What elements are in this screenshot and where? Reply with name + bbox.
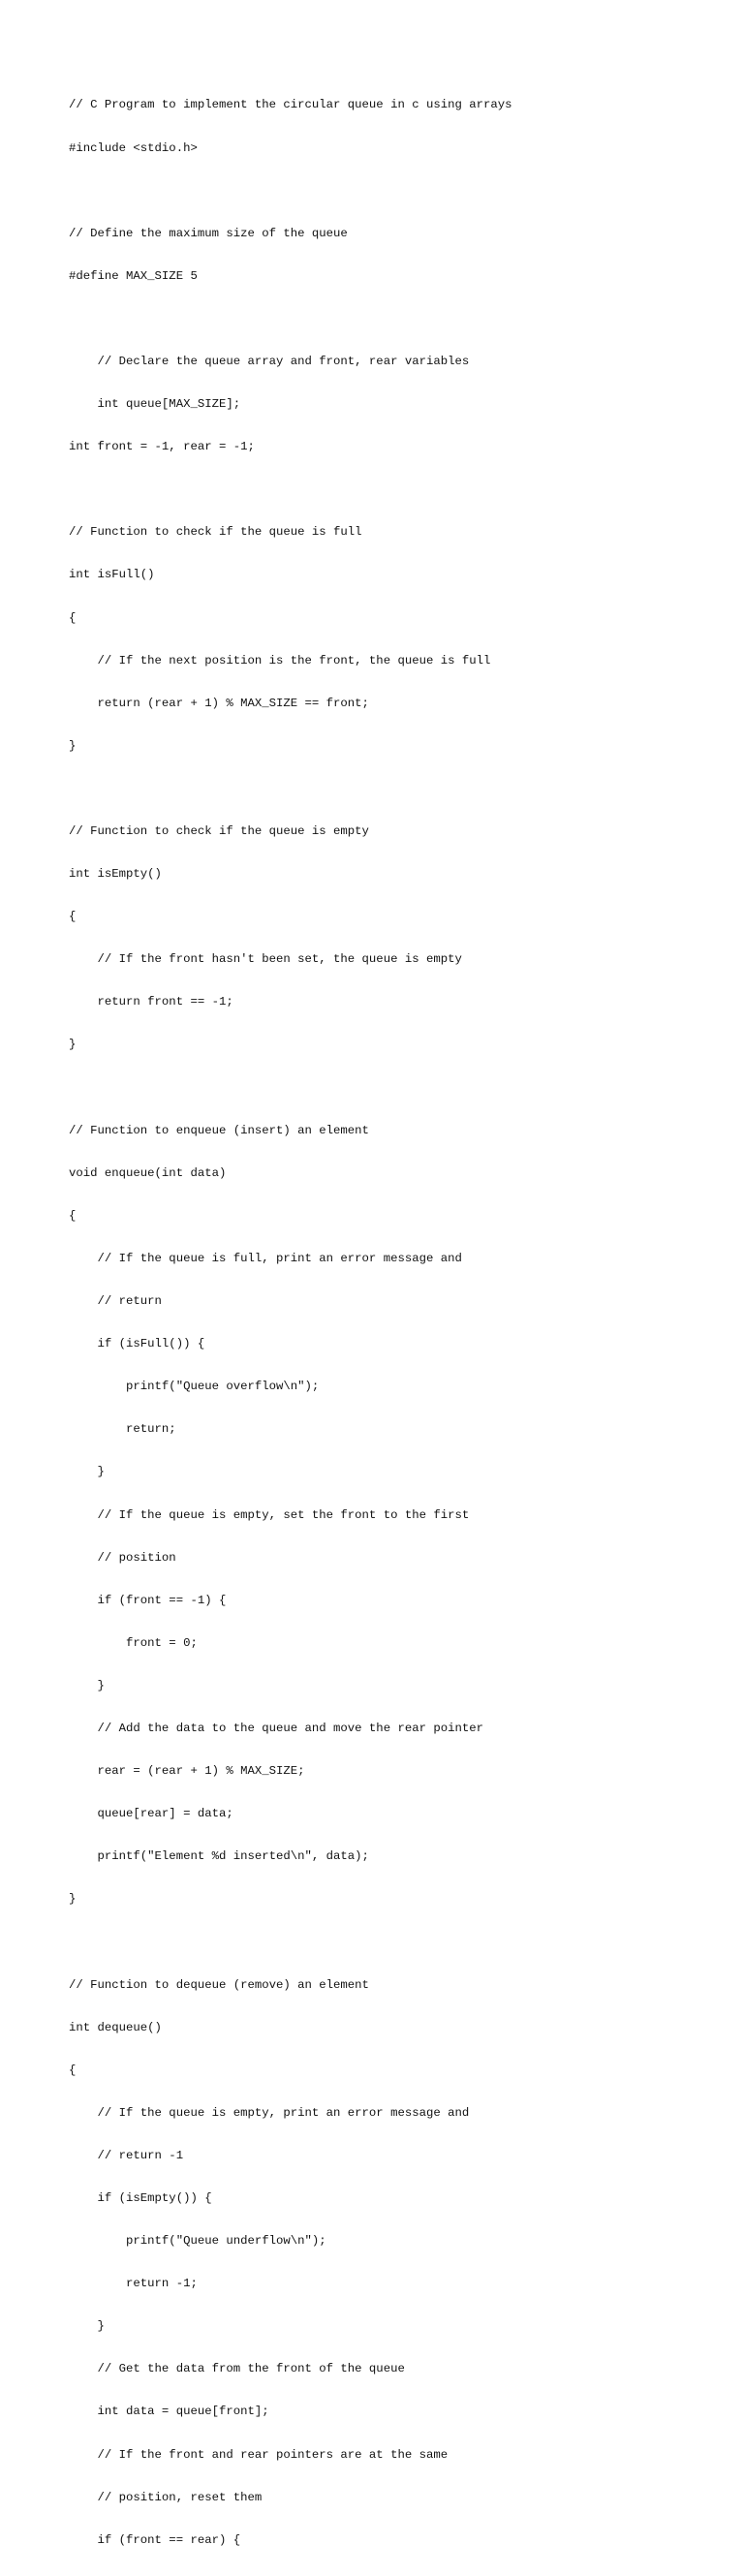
code-line: rear = (rear + 1) % MAX_SIZE; — [69, 1764, 305, 1779]
code-line: // Get the data from the front of the queue — [69, 2362, 405, 2376]
code-line: // Function to check if the queue is full — [69, 525, 362, 540]
code-line: } — [69, 1465, 105, 1479]
code-line: // If the next position is the front, the queue is full — [69, 653, 491, 667]
code-line: // If the front hasn't been set, the queue is empty — [69, 952, 462, 967]
code-line: // Function to check if the queue is empty — [69, 824, 369, 838]
code-line: return -1; — [69, 2277, 198, 2291]
code-line — [69, 1935, 512, 1949]
code-line: } — [69, 1678, 105, 1692]
code-line: // return — [69, 1294, 162, 1309]
code-line — [69, 184, 512, 199]
code-line: } — [69, 738, 77, 753]
code-line: // Function to enqueue (insert) an element — [69, 1123, 369, 1137]
code-line: { — [69, 910, 77, 924]
code-line: void enqueue(int data) — [69, 1165, 227, 1180]
code-line: printf("Queue overflow\n"); — [69, 1380, 320, 1394]
code-line: // position — [69, 1550, 176, 1565]
code-line: // C Program to implement the circular queue in c using arrays — [69, 98, 512, 112]
code-line: return; — [69, 1422, 176, 1437]
code-line: { — [69, 1208, 77, 1223]
code-line: { — [69, 2063, 77, 2077]
code-line: #define MAX_SIZE 5 — [69, 268, 198, 283]
code-line: // If the queue is empty, print an error message and — [69, 2105, 470, 2120]
code-line: int data = queue[front]; — [69, 2405, 269, 2419]
code-line: { — [69, 610, 77, 625]
code-line — [69, 1081, 512, 1096]
code-line: } — [69, 1892, 77, 1907]
code-line: // Function to dequeue (remove) an element — [69, 1977, 369, 1992]
code-line: int front = -1, rear = -1; — [69, 440, 255, 454]
code-line: int queue[MAX_SIZE]; — [69, 397, 241, 412]
code-line: return front == -1; — [69, 995, 233, 1009]
code-line — [69, 312, 512, 326]
code-line: if (isEmpty()) { — [69, 2191, 212, 2205]
code-line: // Add the data to the queue and move the rear pointer — [69, 1721, 484, 1735]
code-line — [69, 782, 512, 796]
code-line: // If the queue is empty, set the front to the first — [69, 1507, 470, 1522]
code-line: return (rear + 1) % MAX_SIZE == front; — [69, 696, 369, 710]
code-line: int dequeue() — [69, 2020, 162, 2034]
code-line: } — [69, 2319, 105, 2334]
code-line: // If the front and rear pointers are at the same — [69, 2447, 449, 2462]
code-line: #include <stdio.h> — [69, 140, 198, 155]
code-line: // Define the maximum size of the queue — [69, 226, 348, 240]
code-line: queue[rear] = data; — [69, 1807, 233, 1821]
code-line: front = 0; — [69, 1635, 198, 1650]
code-line: printf("Element %d inserted\n", data); — [69, 1849, 369, 1864]
code-line: if (isFull()) { — [69, 1337, 205, 1351]
code-line: printf("Queue underflow\n"); — [69, 2234, 326, 2249]
code-line: // Declare the queue array and front, rear variables — [69, 354, 470, 368]
code-line: // If the queue is full, print an error message and — [69, 1251, 462, 1265]
code-line: if (front == rear) { — [69, 2532, 241, 2547]
code-line: // return -1 — [69, 2148, 184, 2162]
code-listing — [69, 70, 512, 2576]
code-line: } — [69, 1038, 77, 1052]
code-line: // position, reset them — [69, 2490, 263, 2504]
code-line: int isEmpty() — [69, 867, 162, 882]
code-line: if (front == -1) { — [69, 1593, 227, 1607]
code-line: int isFull() — [69, 568, 155, 582]
code-line — [69, 482, 512, 497]
